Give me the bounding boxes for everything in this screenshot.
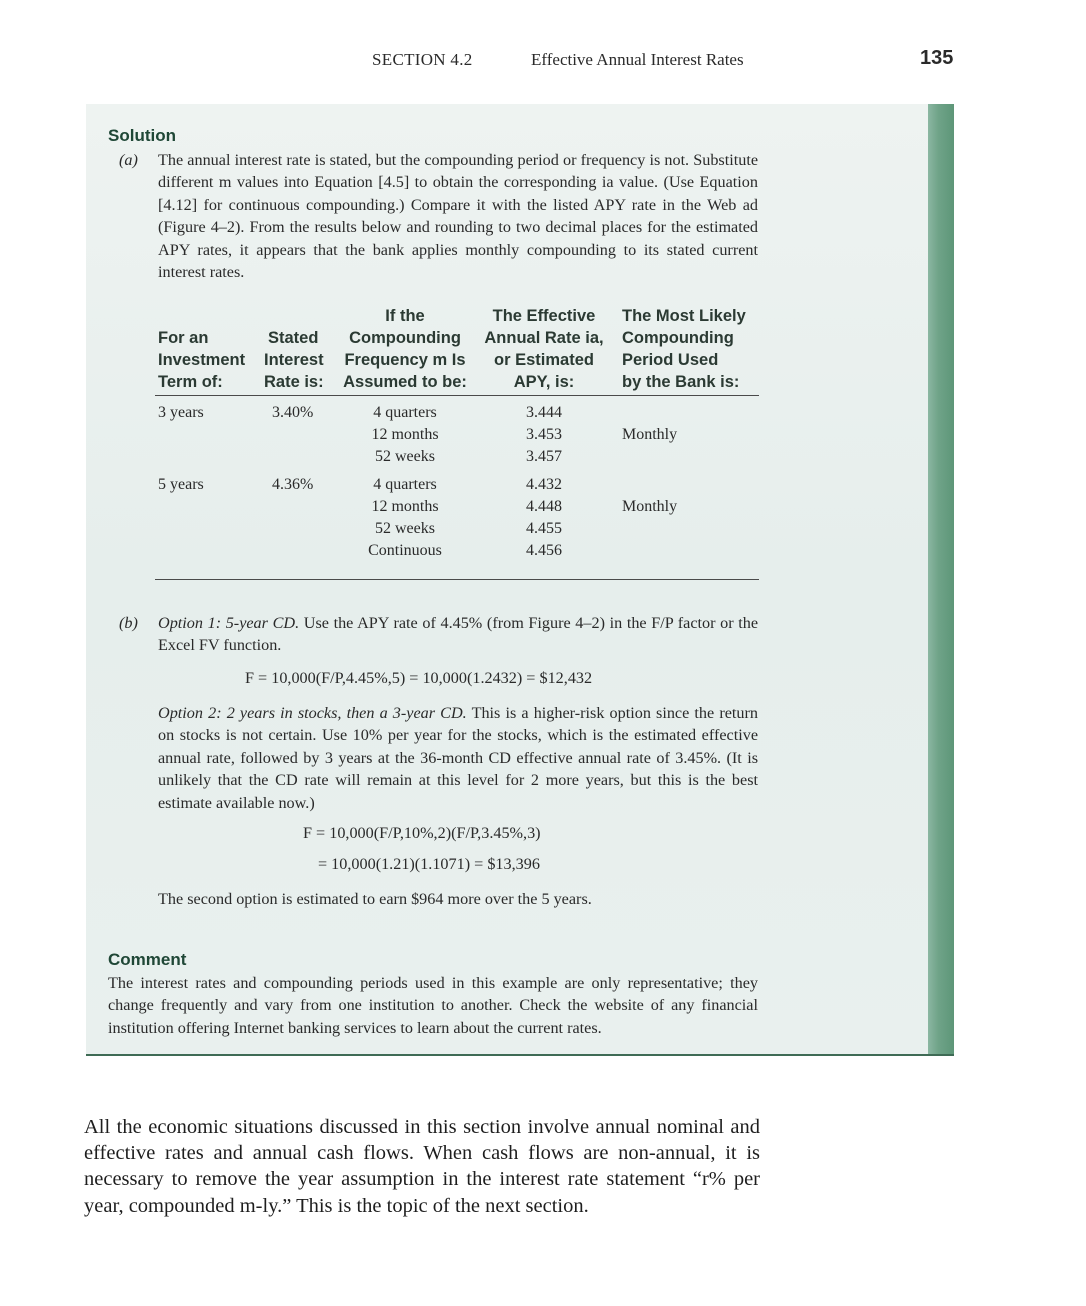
option1-title: Option 1: 5-year CD. [158,614,300,632]
table-cell: 4 quarters [373,404,437,421]
table-cell: 4.456 [526,542,562,559]
table-bottom-rule [155,579,759,580]
table-cell: Monthly [622,426,678,443]
table-cell: 52 weeks [375,448,435,465]
option1-text: Use the APY rate of 4.45% (from Figure 4–2) in the F/P factor or the Excel FV function. [158,614,759,655]
table-cell: Monthly [622,498,678,515]
section-title: Effective Annual Interest Rates [531,50,744,69]
table-header-rule [155,395,759,396]
table-cell: 3.40% [272,404,314,421]
table-header-col3: If the Compounding Frequency m Is Assumed to be: [343,307,467,391]
table-header-col4: The Effective Annual Rate ia, or Estimated APY, is: [484,307,604,391]
table-header-col2: Stated Interest Rate is: [264,329,324,391]
table-cell: 4.448 [526,498,562,515]
part-b-label: (b) [119,614,138,632]
table-cell: 5 years [158,476,204,493]
option2-paragraph [158,702,758,814]
equation-option2-line1: F = 10,000(F/P,10%,2)(F/P,3.45%,3) [303,824,541,842]
part-a-text: The annual interest rate is stated, but the compounding period or frequency is not. Substitute different m values into Equation [4.5] to obtain the corresponding ia value. (Use Equation [4.12] for continuous compounding.) Compare it with the listed APY rate in the Web ad (Figure 4–2). From the results below and rounding to two decimal places for the estimated APY rates, it appears that the bank applies monthly compounding to its stated current interest rates. [158,151,758,282]
box-side-stripe [928,104,954,1054]
comment-heading: Comment [108,950,187,969]
table-cell: 4.36% [272,476,314,493]
box-bottom-rule [86,1054,954,1056]
comment-text: The interest rates and compounding periods used in this example are only representative; they change frequently and vary from one institution to another. Check the website of any financial institution offering Internet banking services to learn about the current rates. [108,974,758,1037]
equation-option1: F = 10,000(F/P,4.45%,5) = 10,000(1.2432) = $12,432 [245,669,593,687]
table-cell: Continuous [368,542,442,559]
option2-text: This is a higher-risk option since the return on stocks is not certain. Use 10% per year for the stocks, which is the estimated effective annual rate, followed by 3 years at the 36-month CD effective annual rate of 3.45%. (It is unlikely that the CD rate will remain at this level for 2 more years, but this is the best estimate available now.) [158,704,758,812]
table-header-col1: For an Investment Term of: [158,329,246,391]
conclusion-text: The second option is estimated to earn $964 more over the 5 years. [158,890,592,908]
equation-option2-line2: = 10,000(1.21)(1.1071) = $13,396 [318,855,540,873]
table-cell: 12 months [371,498,439,515]
table-cell: 4.455 [526,520,562,537]
section-number: SECTION 4.2 [372,50,473,69]
running-head [0,47,1086,75]
solution-heading: Solution [108,126,176,145]
table-cell: 3 years [158,404,204,421]
page-number: 135 [920,47,954,69]
body-paragraph: All the economic situations discussed in this section involve annual nominal and effective rates and annual cash flows. When cash flows are non-annual, it is necessary to remove the year assumption in the interest rate statement “r% per year, compounded m-ly.” This is the topic of the next section. [84,1116,760,1217]
table-cell: 3.457 [526,448,562,465]
table-cell: 52 weeks [375,520,435,537]
part-a-label: (a) [119,151,138,169]
option2-title: Option 2: 2 years in stocks, then a 3-year CD. [158,704,467,722]
table-header-col5: The Most Likely Compounding Period Used by the Bank is: [622,307,746,391]
table-cell: 3.444 [526,404,562,421]
table-cell: 4.432 [526,476,562,493]
option1-paragraph [158,612,758,657]
table-cell: 3.453 [526,426,562,443]
table-cell: 12 months [371,426,439,443]
table-cell: 4 quarters [373,476,437,493]
